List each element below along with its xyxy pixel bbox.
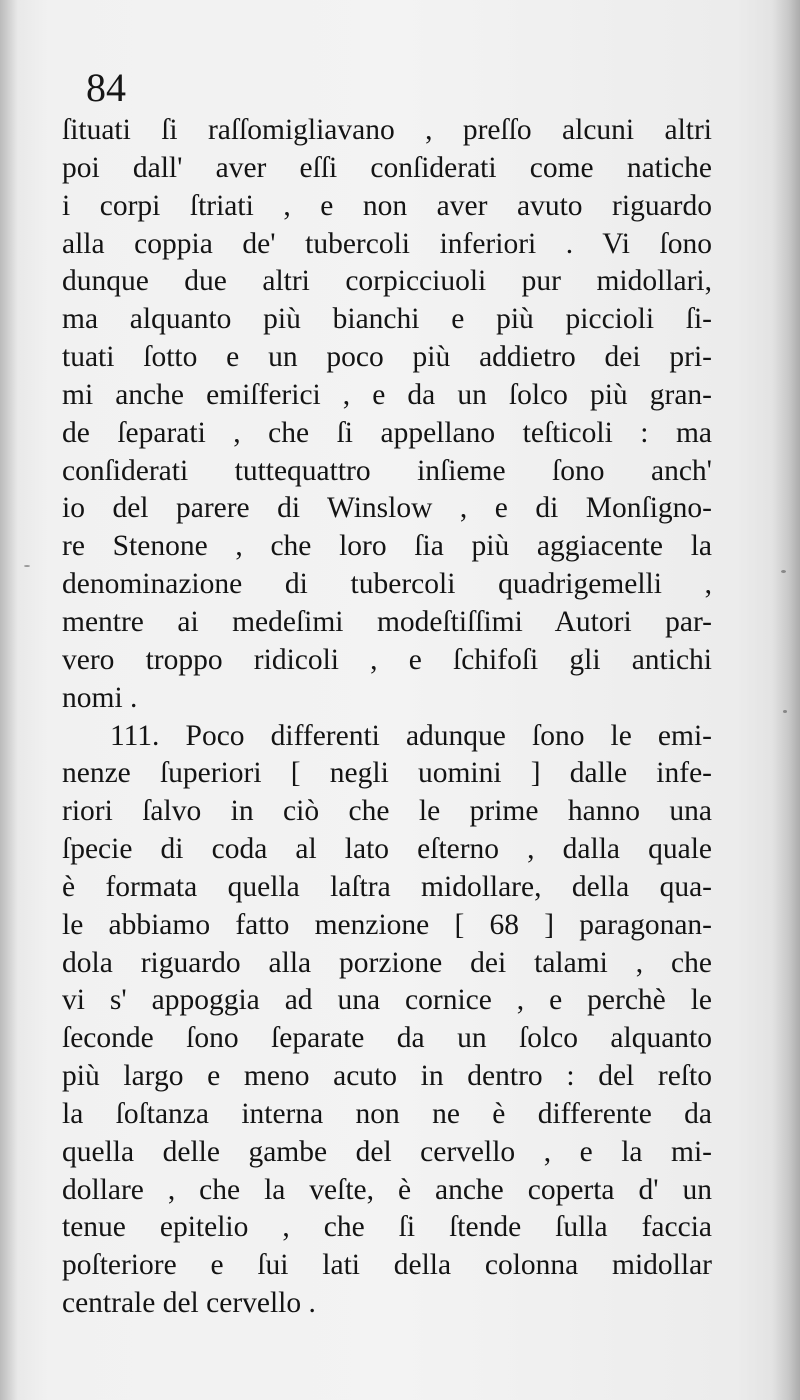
text-line: tenue epitelio , che ſi ſtende ſulla faccia [62,1211,712,1244]
text-line: nomi . [62,681,138,714]
text-line: è formata quella laſtra midollare, della qua- [62,870,712,903]
text-line: dollare , che la veſte, è anche coperta d' un [62,1173,712,1206]
text-line: mi anche emiſferici , e da un ſolco più gran- [62,378,712,411]
text-line: de ſeparati , che ſi appellano teſticoli : ma [62,416,712,449]
text-line: denominazione di tubercoli quadrigemelli , [62,568,712,601]
text-line: più largo e meno acuto in dentro : del reſto [62,1060,712,1093]
page-number: 84 [86,65,126,110]
text-line: riori ſalvo in ciò che le prime hanno una [62,795,712,828]
text-line: ſituati ſi raſſomigliavano , preſſo alcuni altri [62,114,712,146]
text-line: re Stenone , che loro ſia più aggiacente la [62,530,712,563]
page-edge-shadow [772,0,800,1400]
ink-speck [24,565,30,567]
text-line: nenze ſuperiori [ negli uomini ] dalle infe- [62,757,712,790]
text-line: io del parere di Winslow , e di Monſigno- [62,492,712,525]
ink-speck [781,570,786,573]
text-line: mentre ai medeſimi modeſtiſſimi Autori par- [62,605,712,638]
text-line: 111. Poco differenti adunque ſono le emi- [110,719,712,752]
page-gutter-shadow [0,0,18,1400]
text-line: quella delle gambe del cervello , e la mi- [62,1135,712,1168]
text-line: poi dall' aver eſſi conſiderati come natiche [62,151,712,184]
text-line: vero troppo ridicoli , e ſchifoſi gli antichi [62,643,712,676]
text-line: tuati ſotto e un poco più addietro dei pri- [62,341,712,374]
text-line: la ſoſtanza interna non ne è differente da [62,1097,712,1130]
text-line: le abbiamo fatto menzione [ 68 ] paragonan- [62,908,712,941]
ink-speck [783,710,787,713]
text-line: conſiderati tuttequattro inſieme ſono anch' [62,454,712,487]
text-line: dunque due altri corpicciuoli pur midollari, [62,265,712,298]
text-line: ſeconde ſono ſeparate da un ſolco alquanto [62,1022,712,1055]
text-line: vi s' appoggia ad una cornice , e perchè le [62,984,712,1017]
text-line: dola riguardo alla porzione dei talami , che [62,946,712,979]
text-line: ma alquanto più bianchi e più piccioli ſi- [62,303,712,336]
text-line: ſpecie di coda al lato eſterno , dalla quale [62,833,712,866]
page-body [62,112,712,1323]
text-line: centrale del cervello . [62,1287,316,1320]
text-line: poſteriore e ſui lati della colonna midollar [62,1249,712,1282]
text-line: i corpi ſtriati , e non aver avuto riguardo [62,189,712,222]
text-line: alla coppia de' tubercoli inferiori . Vi ſono [62,227,712,260]
